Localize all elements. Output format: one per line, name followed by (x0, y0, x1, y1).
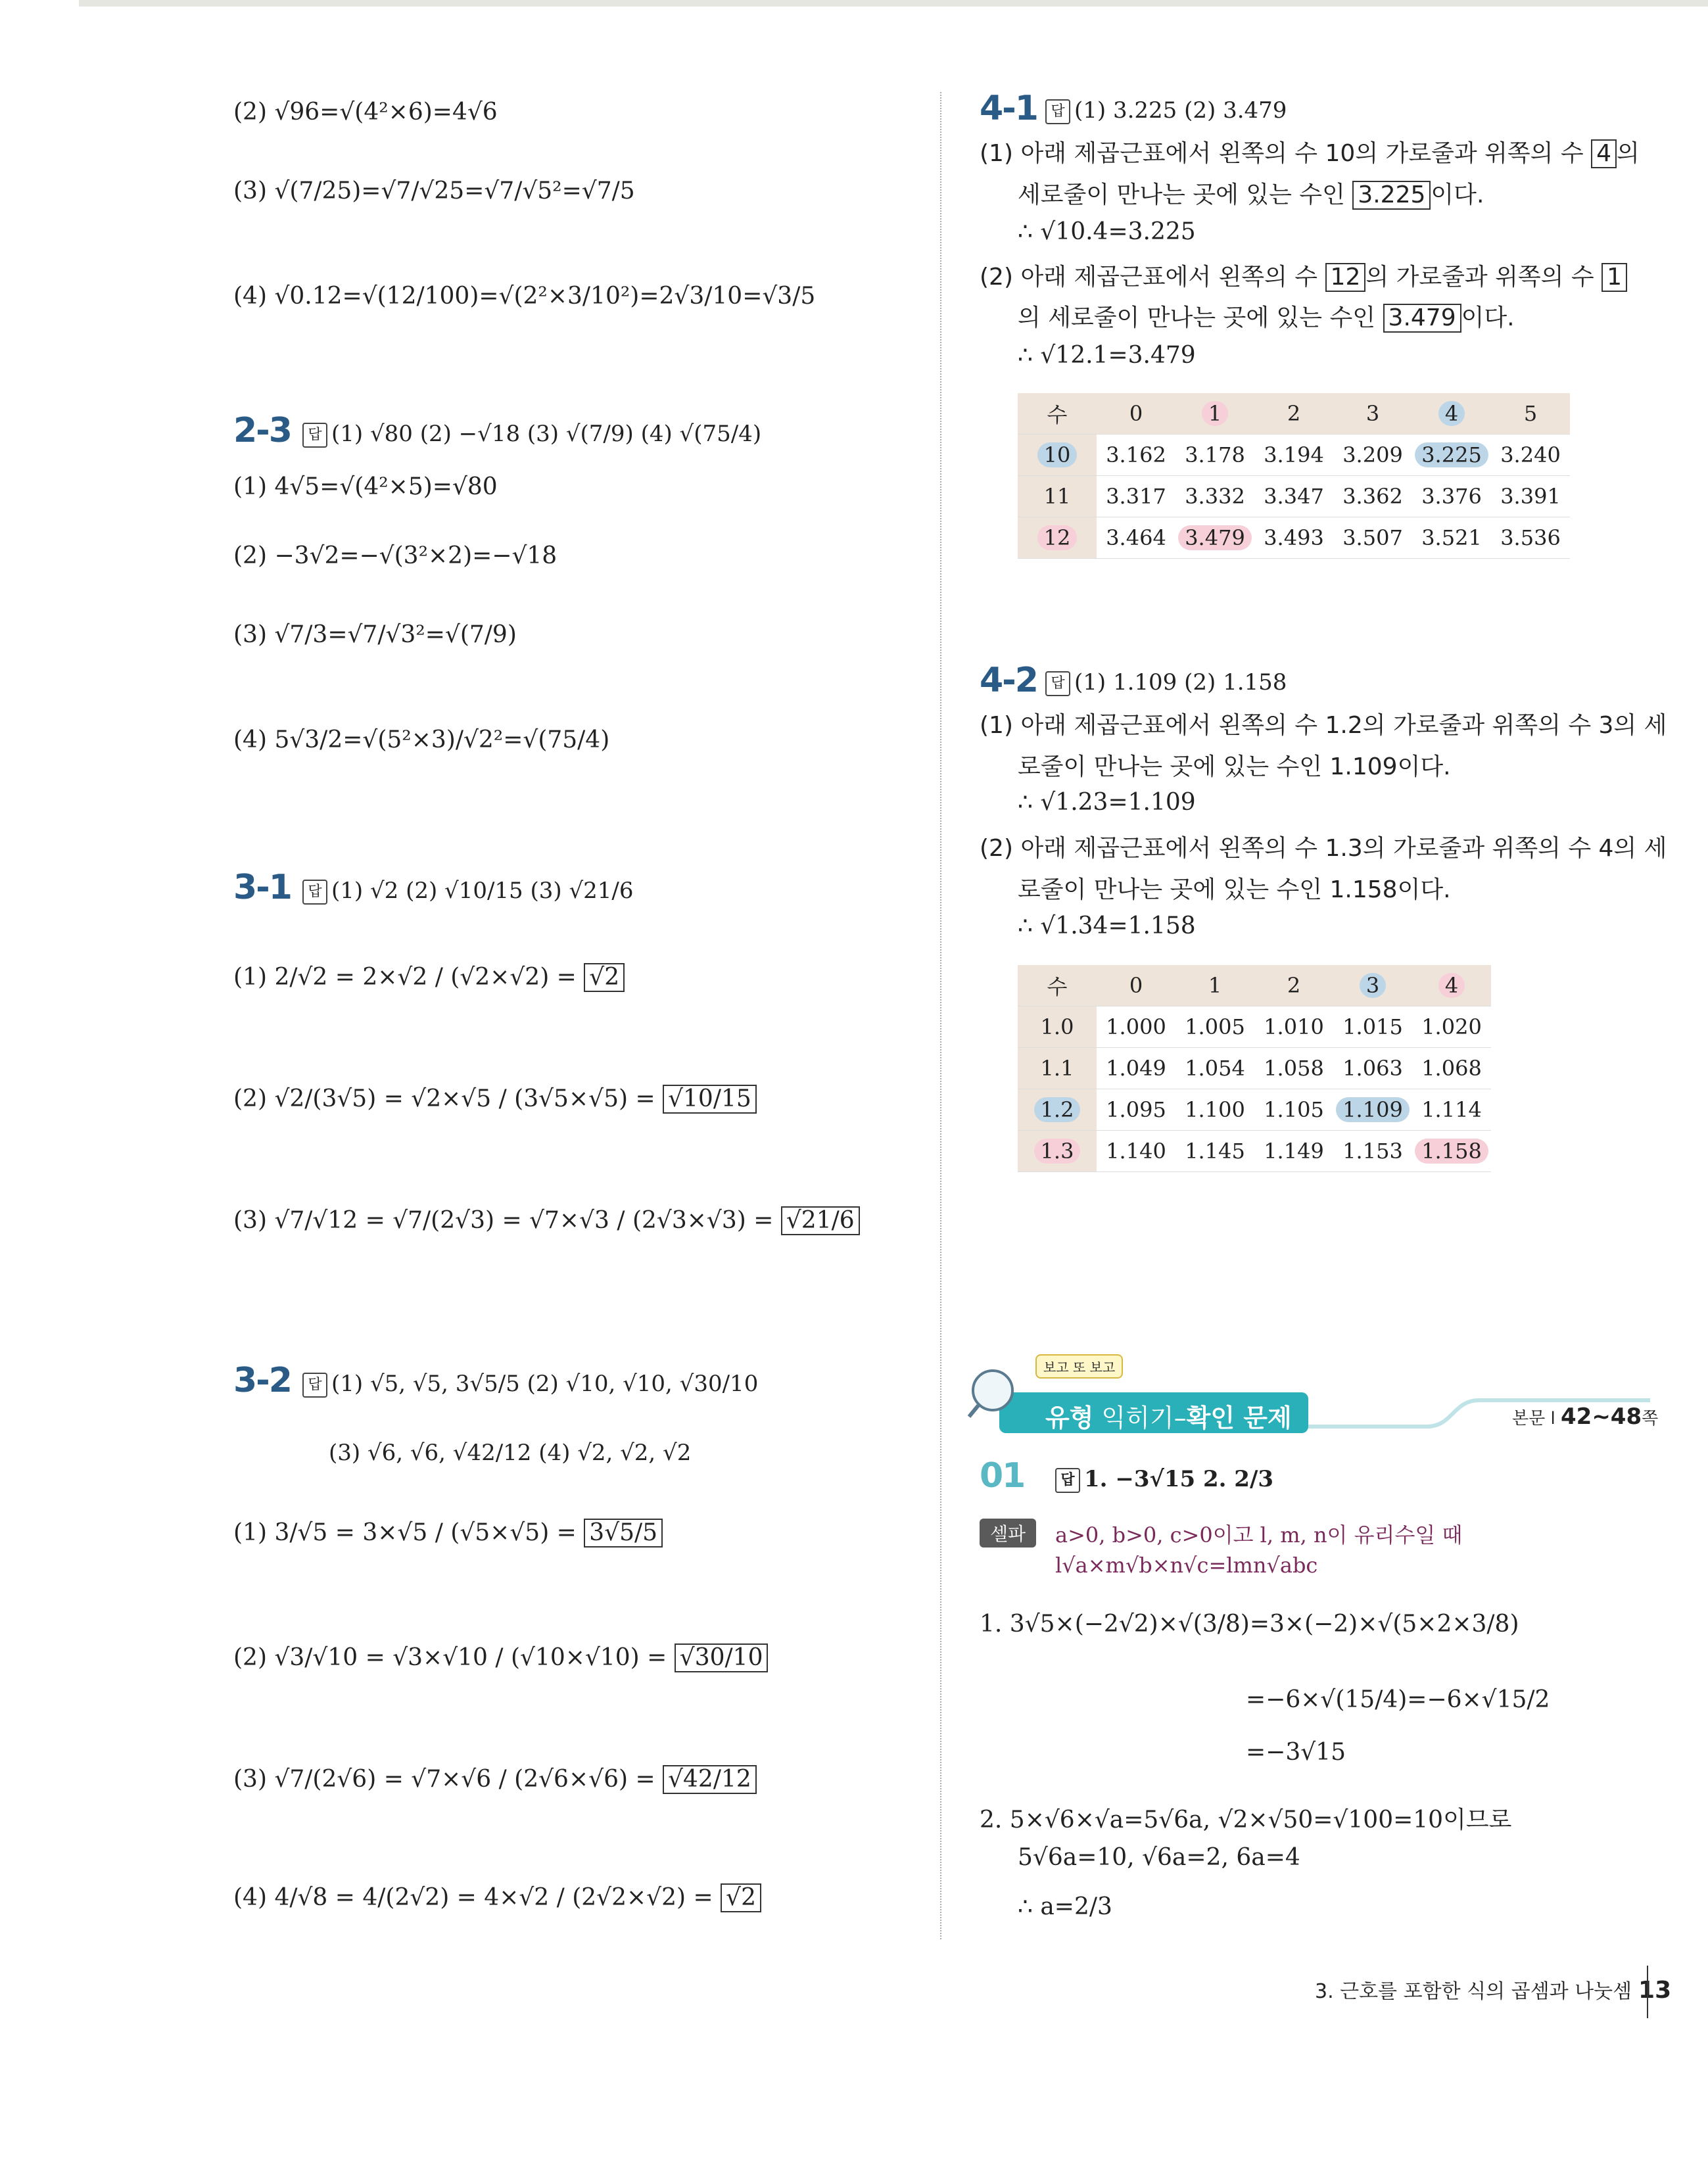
solution-line: (2) −3√2=−√(3²×2)=−√18 (233, 542, 557, 569)
solution-line: ∴ a=2/3 (1018, 1893, 1112, 1920)
boxed-answer: √2 (721, 1883, 761, 1912)
boxed-value: 12 (1325, 263, 1366, 292)
solution-line: (2) √2/(3√5) = √2×√5 / (3√5×√5) = √10/15 (233, 1085, 757, 1114)
answer-text: (1) √80 (2) −√18 (3) √(7/9) (4) √(75/4) (331, 421, 762, 447)
banner-title: 유형 익히기–확인 문제 (1045, 1404, 1292, 1432)
square-root-table-1 (1018, 393, 1570, 559)
explanation-line: (2) 아래 제곱근표에서 왼쪽의 수 12 의 가로줄과 위쪽의 수 1 (980, 258, 1627, 292)
table-row: 1.0 1.000 1.005 1.010 1.015 1.020 (1018, 1006, 1491, 1048)
solution-line: 5√6a=10, √6a=2, 6a=4 (1018, 1844, 1300, 1871)
square-root-table-2 (1018, 965, 1491, 1172)
solution-line: (3) √7/3=√7/√3²=√(7/9) (233, 621, 517, 648)
boxed-value: 3.479 (1383, 304, 1461, 333)
conclusion-line: ∴ √1.23=1.109 (1018, 789, 1196, 816)
banner-small-tag: 보고 또 보고 (1035, 1354, 1123, 1379)
explanation-line: (2) 아래 제곱근표에서 왼쪽의 수 1.3의 가로줄과 위쪽의 수 4의 세 (980, 835, 1667, 862)
answer-icon: 답 (302, 880, 327, 905)
table-row: 1.1 1.049 1.054 1.058 1.063 1.068 (1018, 1048, 1491, 1089)
problem-number-3-2: 3-2 (233, 1361, 291, 1400)
answer-01 (1055, 1466, 1273, 1493)
top-rule (79, 0, 1708, 7)
tip-tag: 셀파 (980, 1519, 1036, 1548)
boxed-answer: √42/12 (663, 1765, 757, 1794)
boxed-answer: √10/15 (663, 1085, 757, 1114)
conclusion-line: ∴ √10.4=3.225 (1018, 218, 1196, 245)
solution-line: (1) 2/√2 = 2×√2 / (√2×√2) = √2 (233, 963, 625, 992)
explanation-line: (1) 아래 제곱근표에서 왼쪽의 수 1.2의 가로줄과 위쪽의 수 3의 세 (980, 712, 1667, 739)
answer-3-1 (302, 878, 633, 905)
tip-note: a>0, b>0, c>0이고 l, m, n이 유리수일 때 (1055, 1523, 1463, 1548)
solution-line: (4) 5√3/2=√(5²×3)/√2²=√(75/4) (233, 726, 610, 753)
problem-number-3-1: 3-1 (233, 868, 291, 907)
solution-line: =−6×√(15/4)=−6×√15/2 (1246, 1686, 1550, 1713)
table-row: 11 3.317 3.332 3.347 3.362 3.376 3.391 (1018, 476, 1570, 517)
footer-rule (1647, 1966, 1648, 2018)
conclusion-line: ∴ √1.34=1.158 (1018, 912, 1196, 939)
boxed-answer: √30/10 (675, 1643, 769, 1672)
column-divider (940, 92, 941, 1939)
boxed-value: 3.225 (1352, 181, 1431, 210)
problem-number-4-1: 4-1 (980, 89, 1037, 128)
table-row: 1.2 1.095 1.100 1.105 1.109 1.114 (1018, 1089, 1491, 1131)
table-header-row: 수 0 1 2 3 4 5 (1018, 393, 1570, 435)
answer-3-2 (302, 1371, 758, 1398)
solution-line: =−3√15 (1246, 1739, 1346, 1766)
answer-text: (1) √5, √5, 3√5/5 (2) √10, √10, √30/10 (331, 1371, 759, 1397)
solution-2-2-line: (2) √96=√(4²×6)=4√6 (233, 99, 498, 126)
explanation-line: 세로줄이 만나는 곳에 있는 수인 3.225 이다. (1018, 181, 1484, 208)
explanation-line: 의 세로줄이 만나는 곳에 있는 수인 3.479 이다. (1018, 304, 1515, 331)
solution-2-4-line: (4) √0.12=√(12/100)=√(2²×3/10²)=2√3/10=√3/5 (233, 283, 816, 310)
answer-icon: 답 (1055, 1468, 1080, 1493)
boxed-answer: 3√5/5 (584, 1519, 663, 1548)
solution-line: (2) √3/√10 = √3×√10 / (√10×√10) = √30/10 (233, 1643, 768, 1672)
explanation-line: 로줄이 만나는 곳에 있는 수인 1.109이다. (1018, 753, 1451, 780)
explanation-line: (1) 아래 제곱근표에서 왼쪽의 수 10의 가로줄과 위쪽의 수 4 의 (980, 140, 1640, 167)
footer-title: 3. 근호를 포함한 식의 곱셈과 나눗셈 (1315, 1980, 1632, 2003)
banner-page-ref: 본문 l 42~48쪽 (1512, 1404, 1659, 1430)
tip-formula: l√a×m√b×n√c=lmn√abc (1055, 1553, 1318, 1578)
table-row: 12 3.464 3.479 3.493 3.507 3.521 3.536 (1018, 517, 1570, 559)
conclusion-line: ∴ √12.1=3.479 (1018, 342, 1196, 369)
boxed-answer: √2 (584, 963, 625, 992)
solution-line: (1) 3/√5 = 3×√5 / (√5×√5) = 3√5/5 (233, 1519, 663, 1548)
section-banner (966, 1354, 1659, 1433)
problem-number-4-2: 4-2 (980, 661, 1037, 700)
answer-4-2 (1045, 669, 1287, 696)
answer-2-3 (302, 421, 761, 448)
answer-text: (1) 3.225 (2) 3.479 (1074, 97, 1287, 124)
boxed-value: 4 (1591, 139, 1617, 168)
explanation-line: 로줄이 만나는 곳에 있는 수인 1.158이다. (1018, 876, 1451, 903)
solution-line: 2. 5×√6×√a=5√6a, √2×√50=√100=10이므로 (980, 1807, 1512, 1833)
page-footer (1315, 1975, 1671, 2004)
answer-icon: 답 (302, 423, 327, 448)
answer-text: (1) √2 (2) √10/15 (3) √21/6 (331, 878, 634, 904)
table-row: 10 3.162 3.178 3.194 3.209 3.225 3.240 (1018, 435, 1570, 476)
answer-text: (1) 1.109 (2) 1.158 (1074, 669, 1287, 696)
boxed-answer: √21/6 (781, 1206, 860, 1235)
solution-line: (3) √7/(2√6) = √7×√6 / (2√6×√6) = √42/12 (233, 1765, 757, 1794)
answer-icon: 답 (302, 1373, 327, 1398)
boxed-value: 1 (1601, 263, 1627, 292)
solution-line: 1. 3√5×(−2√2)×√(3/8)=3×(−2)×√(5×2×3/8) (980, 1611, 1519, 1638)
problem-number-2-3: 2-3 (233, 411, 291, 450)
answer-text: 1. −3√15 2. 2/3 (1084, 1466, 1274, 1492)
solution-2-3-line: (3) √(7/25)=√7/√25=√7/√5²=√7/5 (233, 177, 635, 204)
answer-icon: 답 (1045, 99, 1070, 124)
answer-3-2-cont: (3) √6, √6, √42/12 (4) √2, √2, √2 (329, 1440, 692, 1466)
answer-4-1 (1045, 97, 1287, 124)
problem-number-01: 01 (980, 1456, 1025, 1496)
table-row: 1.3 1.140 1.145 1.149 1.153 1.158 (1018, 1131, 1491, 1172)
solution-line: (4) 4/√8 = 4/(2√2) = 4×√2 / (2√2×√2) = √2 (233, 1883, 761, 1912)
solution-line: (3) √7/√12 = √7/(2√3) = √7×√3 / (2√3×√3) = √21/6 (233, 1206, 860, 1235)
solution-line: (1) 4√5=√(4²×5)=√80 (233, 473, 498, 500)
page-number: 13 (1638, 1977, 1672, 2004)
answer-icon: 답 (1045, 671, 1070, 696)
table-header-row: 수 0 1 2 3 4 (1018, 965, 1491, 1006)
